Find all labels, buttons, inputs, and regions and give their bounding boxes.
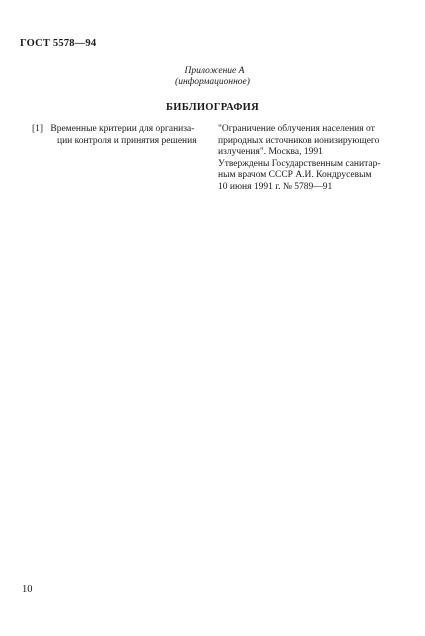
appendix-title: Приложение А — [184, 66, 245, 76]
source-line: Утверждены Государственным санитар- — [218, 158, 381, 169]
bibliography-entry-line — [32, 124, 207, 136]
source-line: "Ограничение облучения населения от — [218, 124, 375, 134]
source-line: ным врачом СССР А.И. Кондрусевым — [218, 170, 372, 180]
bibliography-entry-title — [32, 124, 207, 147]
source-line: природных источников ионизирующего — [218, 135, 380, 146]
appendix-heading — [0, 66, 425, 88]
page-number: 10 — [22, 584, 33, 595]
source-line: 10 июня 1991 г. № 5789—91 — [218, 181, 333, 192]
bibliography-entry-number: [1] — [32, 124, 44, 134]
bibliography-entry-line: ции контроля и принятия решения — [57, 135, 197, 146]
source-line: излучения". Москва, 1991 — [218, 147, 323, 157]
appendix-subtitle: (информационное) — [175, 77, 250, 87]
document-header: ГОСТ 5578—94 — [20, 38, 97, 49]
section-title: БИБЛИОГРАФИЯ — [166, 102, 259, 113]
bibliography-entry-text: Временные критерии для организа- — [50, 124, 195, 134]
bibliography-entry-source — [218, 124, 390, 193]
